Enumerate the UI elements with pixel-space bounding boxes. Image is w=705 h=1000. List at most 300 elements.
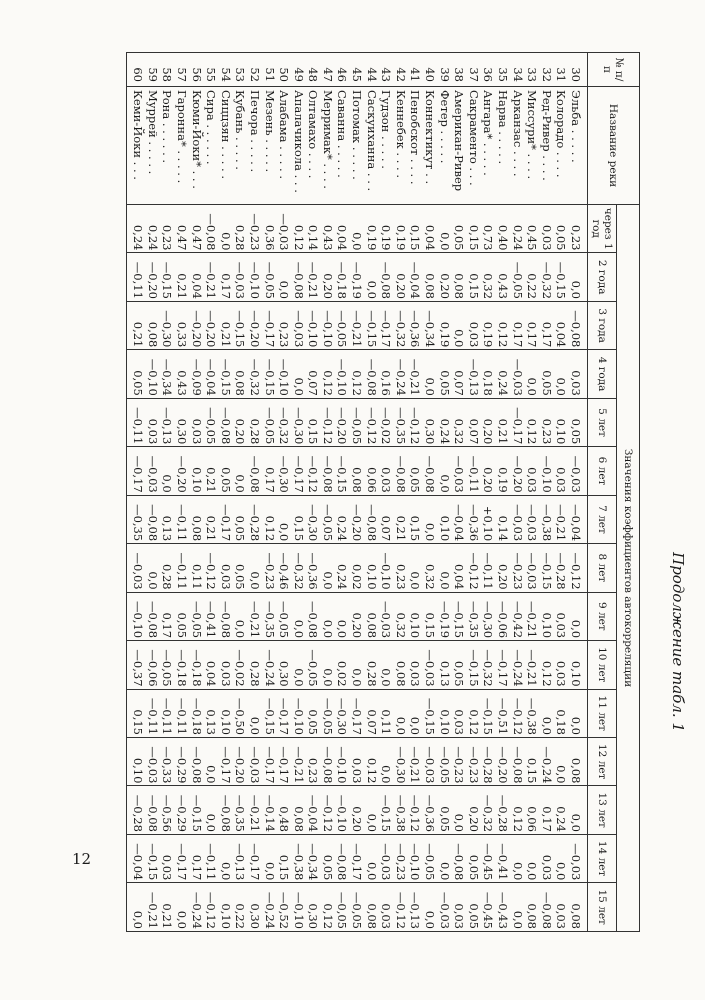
coefficient-cell: —0,17: [174, 834, 189, 882]
coefficient-cell: —0,15: [262, 689, 277, 737]
coefficient-cell: —0,03: [437, 883, 452, 932]
coefficient-cell: 0,07: [466, 398, 481, 446]
coefficient-cell: 0,05: [466, 834, 481, 882]
coefficient-cell: 0,22: [233, 883, 248, 932]
coefficient-cell: —0,20: [510, 447, 525, 495]
coefficient-cell: 0,0: [218, 834, 233, 882]
coefficient-cell: —0,30: [393, 737, 408, 785]
table-row: [277, 53, 292, 932]
coefficient-cell: —0,11: [466, 447, 481, 495]
coefficient-cell: 0,24: [145, 205, 160, 253]
coefficient-cell: 0,43: [174, 350, 189, 398]
page-number: 12: [72, 850, 92, 868]
coefficient-cell: —0,14: [262, 786, 277, 834]
coefficient-cell: 0,13: [160, 495, 175, 543]
table-body: [126, 53, 587, 932]
coefficient-cell: 0,08: [364, 592, 379, 640]
coefficient-cell: —0,02: [233, 641, 248, 689]
coefficient-cell: —0,15: [481, 689, 496, 737]
coefficient-cell: 0,30: [247, 883, 262, 932]
coefficient-cell: 0,04: [204, 641, 219, 689]
coefficient-cell: —0,08: [189, 737, 204, 785]
coefficient-cell: 0,30: [277, 641, 292, 689]
coefficient-cell: 0,03: [408, 641, 423, 689]
coefficient-cell: —0,11: [126, 398, 145, 446]
coefficient-cell: 0,0: [568, 592, 587, 640]
coefficient-cell: 0,19: [437, 301, 452, 349]
coefficient-cell: —0,34: [422, 301, 437, 349]
river-name: Гудзон . . . . .: [379, 87, 394, 205]
coefficient-cell: 0,03: [554, 592, 569, 640]
coefficient-cell: 0,21: [126, 301, 145, 349]
river-name: Саскуиханна . . .: [364, 87, 379, 205]
coefficient-cell: 0,0: [393, 689, 408, 737]
coefficient-cell: —0,21: [145, 883, 160, 932]
coefficient-cell: 0,16: [379, 350, 394, 398]
table-row: [539, 53, 554, 932]
coefficient-cell: —0,08: [568, 301, 587, 349]
coefficient-cell: —0,12: [408, 786, 423, 834]
coefficient-cell: 0,0: [291, 350, 306, 398]
coefficient-cell: —0,34: [160, 350, 175, 398]
coefficient-cell: 0,0: [204, 786, 219, 834]
coefficient-cell: 0,28: [233, 205, 248, 253]
coefficient-cell: 0,10: [218, 689, 233, 737]
coefficient-cell: —0,15: [539, 544, 554, 592]
coefficient-cell: 0,22: [525, 253, 540, 301]
coefficient-cell: —0,08: [218, 398, 233, 446]
coefficient-cell: 0,24: [437, 398, 452, 446]
coefficient-cell: 0,02: [350, 544, 365, 592]
coefficient-cell: 0,0: [320, 592, 335, 640]
table-row: [247, 53, 262, 932]
table-row: [408, 53, 423, 932]
row-number: 34: [510, 53, 525, 87]
coefficient-cell: —0,46: [277, 544, 292, 592]
coefficient-cell: 0,0: [204, 737, 219, 785]
coefficient-cell: 0,17: [160, 592, 175, 640]
coefficient-cell: 0,15: [422, 592, 437, 640]
coefficient-cell: 0,08: [189, 495, 204, 543]
coefficient-cell: —0,10: [306, 301, 321, 349]
coefficient-cell: —0,03: [379, 834, 394, 882]
coefficient-cell: —0,08: [364, 495, 379, 543]
coefficient-cell: 0,0: [525, 350, 540, 398]
coefficient-cell: 0,0: [408, 689, 423, 737]
coefficient-cell: —0,18: [335, 253, 350, 301]
coefficient-cell: —0,21: [408, 737, 423, 785]
lag-header: 14 лет: [588, 834, 617, 882]
coefficient-cell: 0,17: [218, 253, 233, 301]
coefficient-cell: —0,37: [126, 641, 145, 689]
coefficient-cell: —0,35: [126, 495, 145, 543]
coefficient-cell: —0,08: [320, 737, 335, 785]
coefficient-cell: 0,10: [364, 544, 379, 592]
coefficient-cell: 0,10: [218, 883, 233, 932]
coefficient-cell: —0,06: [145, 641, 160, 689]
coefficient-cell: —0,12: [320, 786, 335, 834]
coefficient-cell: —0,17: [247, 834, 262, 882]
coefficient-cell: 0,05: [539, 350, 554, 398]
coefficient-cell: —0,05: [277, 592, 292, 640]
row-number: 45: [350, 53, 365, 87]
table-row: [466, 53, 481, 932]
coefficient-cell: 0,03: [452, 689, 467, 737]
coefficient-cell: —0,11: [481, 544, 496, 592]
coefficient-cell: —0,03: [247, 737, 262, 785]
coefficient-cell: —0,15: [554, 253, 569, 301]
coefficient-cell: 0,20: [481, 447, 496, 495]
river-name: Нарва . . . . .: [495, 87, 510, 205]
coefficient-cell: 0,08: [233, 350, 248, 398]
river-name: Кубань . . . . .: [233, 87, 248, 205]
coefficient-cell: —0,30: [277, 447, 292, 495]
coefficient-cell: —0,03: [525, 495, 540, 543]
table-row: [306, 53, 321, 932]
coefficient-cell: 0,0: [174, 883, 189, 932]
coefficient-cell: 0,12: [466, 689, 481, 737]
coefficient-cell: 0,14: [495, 495, 510, 543]
coefficient-cell: 0,13: [437, 641, 452, 689]
coefficient-cell: —0,21: [554, 495, 569, 543]
coefficient-cell: 0,03: [466, 301, 481, 349]
coefficient-cell: 0,0: [364, 834, 379, 882]
coefficient-cell: 0,28: [247, 398, 262, 446]
coefficient-cell: 0,32: [481, 253, 496, 301]
coefficient-cell: 0,15: [466, 253, 481, 301]
coefficient-cell: —0,12: [466, 544, 481, 592]
coefficient-cell: 0,0: [262, 834, 277, 882]
coefficient-cell: 0,11: [189, 544, 204, 592]
coefficient-cell: 0,28: [364, 641, 379, 689]
coefficient-cell: 0,03: [554, 447, 569, 495]
coefficient-cell: 0,47: [189, 205, 204, 253]
coefficient-cell: 0,04: [452, 544, 467, 592]
coefficient-cell: 0,21: [495, 398, 510, 446]
coefficient-cell: 0,0: [437, 205, 452, 253]
coefficient-cell: —0,36: [466, 495, 481, 543]
coefficient-cell: 0,03: [379, 447, 394, 495]
coefficient-cell: —0,03: [422, 737, 437, 785]
coefficient-cell: 0,32: [422, 544, 437, 592]
coefficient-cell: 0,43: [495, 253, 510, 301]
coefficient-cell: 0,21: [204, 495, 219, 543]
coefficient-cell: 0,12: [364, 737, 379, 785]
row-number: 38: [452, 53, 467, 87]
coefficient-cell: —0,05: [306, 641, 321, 689]
coefficient-cell: 0,17: [539, 786, 554, 834]
coefficient-cell: —0,29: [174, 786, 189, 834]
coefficient-cell: 0,0: [350, 205, 365, 253]
coefficient-cell: —0,17: [126, 447, 145, 495]
lag-header: 12 лет: [588, 737, 617, 785]
coefficient-cell: —0,28: [481, 737, 496, 785]
coefficient-cell: —0,32: [481, 641, 496, 689]
coefficient-cell: —0,21: [525, 592, 540, 640]
coefficient-cell: 0,21: [204, 447, 219, 495]
coefficient-cell: 0,15: [525, 737, 540, 785]
coefficient-cell: —0,08: [291, 253, 306, 301]
coefficient-cell: —0,52: [277, 883, 292, 932]
coefficient-cell: —0,28: [554, 544, 569, 592]
lag-header: 6 лет: [588, 447, 617, 495]
coefficient-cell: 0,17: [510, 301, 525, 349]
coefficient-cell: —0,17: [510, 398, 525, 446]
coefficient-cell: 0,10: [189, 447, 204, 495]
coefficient-cell: 0,33: [174, 301, 189, 349]
coefficient-cell: 0,03: [554, 641, 569, 689]
coefficient-cell: —0,04: [452, 495, 467, 543]
table-row: [525, 53, 540, 932]
coefficient-cell: —0,30: [291, 398, 306, 446]
coefficient-cell: 0,05: [306, 689, 321, 737]
coefficient-cell: —0,17: [495, 641, 510, 689]
coefficient-cell: —0,12: [408, 398, 423, 446]
coefficient-cell: —0,43: [495, 883, 510, 932]
coefficient-cell: —0,28: [126, 786, 145, 834]
coefficient-cell: +0,10: [481, 495, 496, 543]
coefficient-cell: 0,04: [335, 205, 350, 253]
coefficient-cell: 0,23: [539, 398, 554, 446]
coefficient-cell: —0,04: [408, 253, 423, 301]
coefficient-cell: —0,24: [262, 641, 277, 689]
coefficient-cell: 0,0: [277, 253, 292, 301]
coefficient-cell: 0,08: [422, 253, 437, 301]
coefficient-cell: —0,21: [306, 253, 321, 301]
coefficient-cell: —0,10: [539, 447, 554, 495]
coefficient-cell: 0,20: [350, 592, 365, 640]
coefficient-cell: 0,43: [320, 205, 335, 253]
coefficient-cell: —0,32: [481, 786, 496, 834]
coefficient-cell: —0,17: [277, 737, 292, 785]
coefficient-cell: 0,11: [379, 689, 394, 737]
coefficient-cell: 0,20: [495, 544, 510, 592]
coefficient-cell: —0,20: [189, 301, 204, 349]
coefficient-cell: —0,11: [204, 834, 219, 882]
coefficient-cell: —0,32: [247, 350, 262, 398]
table-row: [218, 53, 233, 932]
coefficient-cell: —0,51: [495, 689, 510, 737]
coefficient-cell: 0,0: [568, 253, 587, 301]
coefficient-cell: —0,17: [379, 301, 394, 349]
coefficient-cell: 0,12: [291, 205, 306, 253]
coefficient-cell: —0,23: [452, 737, 467, 785]
coefficient-cell: —0,05: [204, 398, 219, 446]
river-name: Сира . . . . . .: [204, 87, 219, 205]
coefficient-cell: 0,30: [422, 398, 437, 446]
table-row: [510, 53, 525, 932]
coefficient-cell: —0,45: [481, 834, 496, 882]
lag-header: 5 лет: [588, 398, 617, 446]
coefficient-cell: —0,20: [247, 301, 262, 349]
coefficient-cell: 0,08: [350, 447, 365, 495]
coefficient-cell: 0,05: [408, 447, 423, 495]
coefficient-cell: —0,03: [525, 544, 540, 592]
row-number: 33: [525, 53, 540, 87]
coefficient-cell: —0,17: [262, 737, 277, 785]
coefficient-cell: —0,12: [510, 689, 525, 737]
coefficient-cell: —0,17: [218, 737, 233, 785]
coefficient-cell: —0,38: [291, 834, 306, 882]
coefficient-cell: 0,0: [437, 544, 452, 592]
coefficient-cell: —0,10: [126, 592, 145, 640]
coefficient-cell: —0,11: [145, 689, 160, 737]
coefficient-cell: —0,42: [510, 592, 525, 640]
coefficient-cell: —0,15: [364, 301, 379, 349]
coefficient-cell: 0,73: [481, 205, 496, 253]
coefficient-cell: 0,03: [554, 883, 569, 932]
coefficient-cell: 0,23: [393, 544, 408, 592]
river-name: Сиццзян . . . . .: [218, 87, 233, 205]
coefficient-cell: 0,45: [525, 205, 540, 253]
coefficient-cell: 0,10: [437, 689, 452, 737]
coefficient-cell: —0,10: [277, 350, 292, 398]
coefficient-cell: —0,32: [277, 398, 292, 446]
river-name: Кюми-Йоки* . . .: [189, 87, 204, 205]
coefficient-cell: —0,11: [174, 689, 189, 737]
coefficient-cell: 0,08: [568, 737, 587, 785]
river-name: Саванна . . . . .: [335, 87, 350, 205]
coefficient-cell: —0,10: [408, 834, 423, 882]
coefficient-cell: 0,47: [174, 205, 189, 253]
coefficient-cell: —0,15: [218, 350, 233, 398]
coefficient-cell: —0,08: [393, 447, 408, 495]
coefficient-cell: —0,08: [218, 592, 233, 640]
coefficient-cell: 0,18: [481, 350, 496, 398]
coefficient-cell: —0,24: [510, 641, 525, 689]
coefficient-cell: —0,10: [335, 350, 350, 398]
row-number: 57: [174, 53, 189, 87]
river-name: Миссури* . . . .: [525, 87, 540, 205]
coefficient-cell: —0,38: [539, 495, 554, 543]
coefficient-cell: —0,13: [233, 834, 248, 882]
coefficient-cell: —0,20: [350, 495, 365, 543]
coefficient-cell: —0,17: [262, 301, 277, 349]
coefficient-cell: —0,17: [350, 834, 365, 882]
coefficient-cell: —0,03: [145, 737, 160, 785]
coefficient-cell: 0,0: [364, 253, 379, 301]
coefficient-cell: 0,03: [218, 641, 233, 689]
coefficient-cell: —0,30: [160, 301, 175, 349]
coefficient-cell: —0,10: [379, 544, 394, 592]
row-number: 43: [379, 53, 394, 87]
coefficient-cell: —0,12: [204, 883, 219, 932]
coefficient-cell: 0,0: [320, 641, 335, 689]
coefficient-cell: —0,12: [568, 544, 587, 592]
coefficient-cell: 0,20: [233, 398, 248, 446]
coefficient-cell: —0,02: [379, 398, 394, 446]
coefficient-cell: 0,03: [350, 737, 365, 785]
coefficient-cell: —0,15: [379, 786, 394, 834]
coefficient-cell: —0,10: [291, 883, 306, 932]
coefficient-cell: —0,30: [481, 592, 496, 640]
coefficient-cell: —0,20: [174, 447, 189, 495]
coefficient-cell: —0,32: [539, 253, 554, 301]
coefficient-cell: —0,08: [539, 883, 554, 932]
table-row: [126, 53, 145, 932]
coefficient-cell: 0,15: [277, 834, 292, 882]
coefficient-cell: —0,03: [379, 592, 394, 640]
coefficient-cell: —0,35: [262, 592, 277, 640]
coefficient-cell: —0,21: [204, 253, 219, 301]
coefficient-cell: —0,21: [247, 592, 262, 640]
coefficient-cell: 0,28: [247, 641, 262, 689]
coefficient-cell: 0,21: [218, 301, 233, 349]
coefficient-cell: —0,15: [335, 447, 350, 495]
coefficient-cell: 0,0: [233, 592, 248, 640]
river-name: Печора . . . . .: [247, 87, 262, 205]
coefficient-cell: 0,10: [408, 592, 423, 640]
coefficient-cell: 0,04: [189, 253, 204, 301]
header-river-name: Название реки: [588, 87, 640, 205]
coefficient-cell: —0,11: [160, 689, 175, 737]
coefficient-cell: —0,08: [364, 350, 379, 398]
river-name: Потомак . . . . .: [350, 87, 365, 205]
coefficient-cell: —0,24: [393, 350, 408, 398]
coefficient-cell: —0,06: [495, 592, 510, 640]
coefficient-cell: —0,13: [160, 398, 175, 446]
coefficient-cell: 0,21: [393, 495, 408, 543]
coefficient-cell: —0,04: [568, 495, 587, 543]
coefficient-cell: —0,08: [247, 447, 262, 495]
coefficient-cell: 0,13: [204, 689, 219, 737]
coefficient-cell: 0,18: [554, 689, 569, 737]
table-row: [262, 53, 277, 932]
row-number: 37: [466, 53, 481, 87]
table-row: [291, 53, 306, 932]
coefficient-cell: 0,0: [379, 737, 394, 785]
row-number: 50: [277, 53, 292, 87]
coefficient-cell: —0,04: [204, 350, 219, 398]
coefficient-cell: —0,21: [291, 737, 306, 785]
coefficient-cell: —0,15: [145, 834, 160, 882]
coefficient-cell: 0,0: [218, 205, 233, 253]
coefficient-cell: —0,36: [306, 544, 321, 592]
coefficient-cell: —0,35: [233, 786, 248, 834]
coefficient-cell: —0,08: [306, 592, 321, 640]
coefficient-cell: 0,10: [568, 641, 587, 689]
coefficient-cell: —0,15: [466, 641, 481, 689]
coefficient-cell: —0,24: [262, 883, 277, 932]
river-name: Кеми-Йоки . . .: [126, 87, 145, 205]
coefficient-cell: —0,08: [422, 447, 437, 495]
coefficient-cell: 0,05: [233, 495, 248, 543]
coefficient-cell: —0,35: [393, 398, 408, 446]
coefficient-cell: 0,12: [320, 883, 335, 932]
coefficient-cell: —0,04: [126, 834, 145, 882]
coefficient-cell: —0,05: [350, 883, 365, 932]
coefficient-cell: 0,17: [189, 834, 204, 882]
coefficient-cell: 0,17: [525, 301, 540, 349]
coefficient-cell: 0,0: [247, 544, 262, 592]
coefficient-cell: —0,17: [291, 447, 306, 495]
coefficient-cell: 0,07: [306, 350, 321, 398]
coefficient-cell: 0,0: [452, 301, 467, 349]
coefficient-cell: —0,05: [262, 398, 277, 446]
coefficient-cell: 0,0: [554, 737, 569, 785]
coefficient-cell: —0,13: [466, 350, 481, 398]
table-row: [145, 53, 160, 932]
row-number: 46: [335, 53, 350, 87]
coefficient-cell: —0,17: [218, 495, 233, 543]
coefficient-cell: 0,0: [568, 689, 587, 737]
coefficient-cell: —0,10: [145, 350, 160, 398]
row-number: 31: [554, 53, 569, 87]
coefficient-cell: 0,19: [481, 301, 496, 349]
coefficient-cell: 0,15: [466, 205, 481, 253]
coefficient-cell: 0,20: [350, 786, 365, 834]
coefficient-cell: 0,48: [277, 786, 292, 834]
